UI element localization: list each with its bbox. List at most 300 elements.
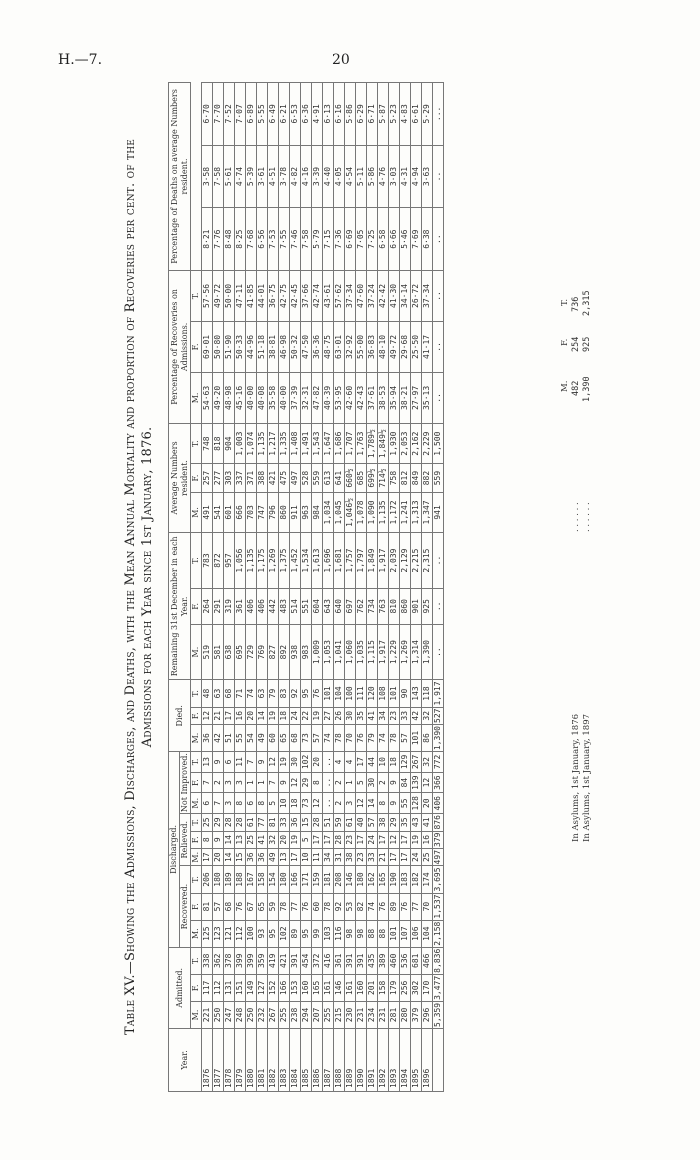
table-cell: 57·56 — [202, 270, 213, 321]
table-cell: 7·68 — [246, 208, 257, 271]
table-cell: 1,849½ — [378, 423, 389, 464]
table-cell: 20 — [279, 831, 290, 848]
table-cell: 7·58 — [213, 145, 224, 208]
table-cell: 8 — [202, 831, 213, 848]
table-cell: 11 — [235, 752, 246, 773]
header-sex-row — [191, 83, 202, 1092]
year-cell: 1883 — [279, 1029, 290, 1092]
table-cell: 3 — [224, 793, 235, 814]
table-cell: 101 — [411, 724, 422, 751]
total-cell: 876 — [433, 815, 442, 830]
table-cell: 638 — [224, 624, 235, 680]
table-cell: 6 — [224, 752, 235, 773]
table-cell: 38 — [345, 848, 356, 865]
summary-label-1897: In Asylums, 1st January, 1897 — [582, 713, 592, 842]
totals-row — [433, 83, 444, 1092]
table-cell: 231 — [378, 1001, 389, 1028]
table-cell: 714½ — [378, 464, 389, 492]
table-cell: 1,849 — [367, 533, 378, 589]
table-cell: 7·52 — [224, 83, 235, 146]
table-cell: 68 — [224, 680, 235, 707]
table-cell: 146 — [334, 974, 345, 1001]
year-cell: 1886 — [312, 1029, 323, 1092]
table-cell: 171 — [301, 866, 312, 893]
table-cell: 190 — [389, 866, 400, 893]
total-cell: 406 — [433, 793, 444, 814]
table-cell: 16 — [422, 831, 433, 848]
table-cell: 3·63 — [422, 145, 433, 208]
table-cell: 7·05 — [356, 208, 367, 271]
table-row — [389, 83, 400, 1092]
table-cell: 84 — [400, 772, 411, 793]
table-row — [334, 83, 345, 1092]
table-cell: 17 — [202, 848, 213, 865]
table-cell: 255 — [323, 1001, 334, 1028]
table-cell: 4 — [334, 752, 345, 773]
table-cell: 1,269 — [400, 624, 411, 680]
summary-label-1876: In Asylums, 1st January, 1876 — [571, 713, 581, 842]
table-row — [235, 83, 246, 1092]
table-cell: 5·46 — [400, 208, 411, 271]
summary-t-header: T. — [560, 298, 570, 306]
year-cell: 1876 — [202, 1029, 213, 1092]
table-cell: 61 — [345, 814, 356, 831]
table-cell: 38·53 — [378, 372, 389, 423]
table-cell: 88 — [367, 920, 378, 947]
table-cell: 41·30 — [389, 270, 400, 321]
table-cell: 48·10 — [378, 321, 389, 372]
table-cell: 118 — [422, 680, 433, 707]
table-cell: 2,162 — [411, 423, 422, 464]
table-cell: 399 — [235, 947, 246, 974]
header-sex-f: F. — [191, 974, 202, 1001]
table-cell: 95 — [301, 920, 312, 947]
table-cell: 378 — [224, 947, 235, 974]
table-cell: 50·00 — [224, 270, 235, 321]
table-row — [312, 83, 323, 1092]
table-cell: 48 — [202, 680, 213, 707]
table-cell: 1,917 — [378, 533, 389, 589]
table-cell: 1,056 — [235, 533, 246, 589]
year-cell: 1895 — [411, 1029, 422, 1092]
table-cell: 125 — [202, 920, 213, 947]
table-cell: 7·58 — [301, 208, 312, 271]
header-sex-t: T. — [191, 423, 202, 464]
table-cell: 92 — [334, 893, 345, 920]
table-cell: 51·90 — [224, 321, 235, 372]
table-cell: 11 — [312, 848, 323, 865]
table-cell: 666 — [235, 492, 246, 533]
table-cell: 391 — [290, 947, 301, 974]
table-cell: 24 — [367, 831, 378, 848]
table-cell: 1,074 — [246, 423, 257, 464]
table-cell: 51·18 — [257, 321, 268, 372]
table-cell: 34 — [378, 707, 389, 724]
table-cell: 29 — [301, 772, 312, 793]
table-cell: 76 — [312, 680, 323, 707]
summary-1876-t: 736 — [571, 296, 581, 312]
table-cell: 51 — [224, 724, 235, 751]
table-cell: 215 — [334, 1001, 345, 1028]
table-cell: 8 — [235, 793, 246, 814]
table-row — [411, 83, 422, 1092]
table-cell: 25 — [202, 814, 213, 831]
year-cell: 1894 — [400, 1029, 411, 1092]
table-cell: 49 — [257, 724, 268, 751]
table-cell: 372 — [312, 947, 323, 974]
table-cell: 43 — [411, 814, 422, 831]
table-cell: 129 — [400, 752, 411, 773]
table-cell: 758 — [389, 464, 400, 492]
table-cell: 180 — [279, 866, 290, 893]
table-cell: 371 — [246, 464, 257, 492]
table-cell: 699½ — [367, 464, 378, 492]
table-cell: 20 — [246, 707, 257, 724]
table-cell: 89 — [389, 893, 400, 920]
table-cell: 37·39 — [290, 372, 301, 423]
header-sex-t: T. — [191, 533, 202, 589]
table-cell: 65 — [279, 724, 290, 751]
year-cell: 1891 — [367, 1029, 378, 1092]
table-cell: 796 — [268, 492, 279, 533]
table-cell: 406 — [246, 588, 257, 624]
table-cell: 6·69 — [345, 208, 356, 271]
header-admitted: Admitted. — [169, 947, 191, 1028]
total-cell: .. — [433, 270, 444, 321]
table-cell: 3·78 — [279, 145, 290, 208]
total-cell: 1,390 — [433, 725, 442, 751]
table-cell: 5·11 — [356, 145, 367, 208]
table-cell: 42 — [411, 707, 422, 724]
table-cell: 179 — [389, 974, 400, 1001]
table-cell: 29 — [389, 814, 400, 831]
table-cell: 1,917 — [378, 624, 389, 680]
table-cell: 34 — [323, 848, 334, 865]
table-cell: 7·07 — [235, 83, 246, 146]
table-cell: 208 — [334, 866, 345, 893]
table-cell: 9 — [213, 752, 224, 773]
table-cell: 7 — [246, 752, 257, 773]
table-cell: 76 — [400, 893, 411, 920]
table-cell: 681 — [411, 947, 422, 974]
table-cell: 1 — [257, 772, 268, 793]
table-cell: 55·00 — [356, 321, 367, 372]
table-cell: 1 — [246, 772, 257, 793]
table-cell: 247 — [224, 1001, 235, 1028]
table-cell: 901 — [411, 588, 422, 624]
table-cell: 54 — [246, 724, 257, 751]
summary-1897-f: 925 — [582, 336, 592, 352]
table-cell: 127 — [257, 974, 268, 1001]
table-cell: 5·39 — [246, 145, 257, 208]
header-sex-m: M. — [191, 793, 202, 814]
table-cell: 49·72 — [213, 270, 224, 321]
header-sex-m: M. — [191, 492, 202, 533]
table-cell: 26·72 — [411, 270, 422, 321]
table-cell: 4·74 — [235, 145, 246, 208]
table-cell: 1,314 — [411, 624, 422, 680]
table-cell: 3·61 — [257, 145, 268, 208]
table-cell: 43·61 — [323, 270, 334, 321]
table-cell: 442 — [268, 588, 279, 624]
total-cell: .. — [433, 624, 444, 680]
year-cell: 1887 — [323, 1029, 334, 1092]
summary-1897-m: 1,390 — [582, 376, 592, 402]
table-cell: 160 — [356, 974, 367, 1001]
header-pct-recoveries: Percentage of Recoveries on Admissions. — [169, 270, 191, 423]
table-cell: 60 — [312, 893, 323, 920]
table-cell: 107 — [400, 920, 411, 947]
table-cell: 4·51 — [268, 145, 279, 208]
table-cell: 7·15 — [323, 208, 334, 271]
table-cell: 250 — [213, 1001, 224, 1028]
table-cell: 5·87 — [378, 83, 389, 146]
table-cell: 88 — [378, 920, 389, 947]
table-cell: 7 — [213, 793, 224, 814]
table-cell: 604 — [312, 588, 323, 624]
year-cell: 1879 — [235, 1029, 246, 1092]
table-cell: 19 — [290, 831, 301, 848]
table-cell: 7·25 — [367, 208, 378, 271]
table-cell: 42·45 — [290, 270, 301, 321]
table-cell: 984 — [312, 492, 323, 533]
table-cell: 30 — [290, 752, 301, 773]
header-recovered: Recovered. — [180, 866, 191, 947]
table-cell: 41·17 — [422, 321, 433, 372]
table-cell: 389 — [378, 947, 389, 974]
table-cell: 181 — [323, 866, 334, 893]
table-cell: 53·95 — [334, 372, 345, 423]
year-cell: 1880 — [246, 1029, 257, 1092]
table-cell: 7·53 — [268, 208, 279, 271]
table-cell: 454 — [301, 947, 312, 974]
table-cell: 57·62 — [334, 270, 345, 321]
table-cell: .. — [323, 772, 334, 793]
table-cell: 6 — [202, 793, 213, 814]
table-caption — [122, 82, 156, 1092]
table-cell: 361 — [235, 588, 246, 624]
table-cell: 1,408 — [290, 423, 301, 464]
table-cell: 7·36 — [334, 208, 345, 271]
table-cell: 483 — [279, 588, 290, 624]
table-cell: 8·25 — [235, 208, 246, 271]
table-cell: 1,115 — [367, 624, 378, 680]
table-cell: 98 — [356, 920, 367, 947]
table-cell: 15 — [235, 848, 246, 865]
table-cell: 40·39 — [323, 372, 334, 423]
table-cell: 32·31 — [301, 372, 312, 423]
table-cell: 303 — [224, 464, 235, 492]
table-cell: 166 — [279, 974, 290, 1001]
table-cell: 78 — [323, 893, 334, 920]
table-cell: 1,172 — [389, 492, 400, 533]
summary-1897-t: 2,315 — [582, 290, 592, 316]
table-cell: 4·16 — [301, 145, 312, 208]
table-cell: 17 — [312, 831, 323, 848]
table-cell: 9 — [257, 752, 268, 773]
table-cell: 7·70 — [213, 83, 224, 146]
header-died: Died. — [169, 680, 191, 752]
table-cell: 33 — [367, 848, 378, 865]
table-cell: 61 — [246, 814, 257, 831]
table-cell: 9 — [389, 772, 400, 793]
table-cell: 1,347 — [422, 492, 433, 533]
table-cell: 6·89 — [246, 83, 257, 146]
header-sex-t: T. — [191, 270, 202, 321]
table-cell: 8·48 — [224, 208, 235, 271]
table-cell: 55 — [400, 793, 411, 814]
table-cell: 1,797 — [356, 533, 367, 589]
table-cell: 37·66 — [301, 270, 312, 321]
table-cell: 221 — [202, 1001, 213, 1028]
table-cell: 362 — [213, 947, 224, 974]
table-cell: 695 — [235, 624, 246, 680]
table-cell: 7·69 — [411, 208, 422, 271]
year-cell: 1885 — [301, 1029, 312, 1092]
table-cell: 47·82 — [312, 372, 323, 423]
table-cell: 361 — [334, 947, 345, 974]
table-row — [323, 83, 334, 1092]
table-cell: 6·66 — [389, 208, 400, 271]
summary-line-1897 — [582, 82, 593, 1092]
table-cell: 24 — [411, 848, 422, 865]
table-cell: 1,046½ — [345, 492, 356, 533]
table-cell: 15 — [301, 814, 312, 831]
table-row — [367, 83, 378, 1092]
table-cell: 379 — [411, 1001, 422, 1028]
table-cell: 81 — [268, 814, 279, 831]
table-cell: 38·21 — [400, 372, 411, 423]
table-cell: 1,390 — [422, 624, 433, 680]
table-cell: 37·34 — [345, 270, 356, 321]
table-cell: 6·53 — [290, 83, 301, 146]
table-cell: 581 — [213, 624, 224, 680]
table-cell: 28 — [224, 814, 235, 831]
table-cell: 8 — [312, 772, 323, 793]
table-cell: 6·71 — [367, 83, 378, 146]
table-cell: 734 — [367, 588, 378, 624]
table-cell: 359 — [257, 947, 268, 974]
table-cell: 7·55 — [279, 208, 290, 271]
table-cell: 166 — [290, 866, 301, 893]
table-cell: 1,930 — [389, 423, 400, 464]
table-cell: 183 — [400, 866, 411, 893]
table-cell: 167 — [246, 866, 257, 893]
table-cell: 232 — [257, 1001, 268, 1028]
header-year: Year. — [169, 1029, 202, 1092]
table-cell: 67 — [246, 893, 257, 920]
table-cell: 613 — [323, 464, 334, 492]
table-cell: 2,129 — [400, 533, 411, 589]
table-cell: 41·85 — [246, 270, 257, 321]
table-cell: 685 — [356, 464, 367, 492]
table-cell: 95 — [268, 920, 279, 947]
table-cell: 4·94 — [411, 145, 422, 208]
table-cell: 29·68 — [400, 321, 411, 372]
table-cell: 34·14 — [400, 270, 411, 321]
table-cell: 92 — [290, 680, 301, 707]
table-cell: 12 — [312, 793, 323, 814]
total-cell: 559 — [433, 464, 444, 492]
table-cell: 25 — [246, 831, 257, 848]
total-cell: .. — [433, 588, 444, 624]
table-cell: 8·21 — [202, 208, 213, 271]
table-cell: 2,053 — [400, 423, 411, 464]
table-cell: 9 — [213, 831, 224, 848]
table-cell: 17 — [356, 831, 367, 848]
table-cell: 2 — [334, 793, 345, 814]
table-cell: 48·75 — [323, 321, 334, 372]
table-cell: 82 — [356, 893, 367, 920]
table-cell: 12 — [422, 772, 433, 793]
table-cell: 36 — [202, 724, 213, 751]
table-cell: 182 — [411, 866, 422, 893]
header-sex-t: T. — [191, 752, 202, 773]
table-cell: 40·00 — [246, 372, 257, 423]
table-cell: 748 — [202, 423, 213, 464]
table-cell: 491 — [202, 492, 213, 533]
table-cell: 4·05 — [334, 145, 345, 208]
table-cell: 17 — [400, 848, 411, 865]
table-cell: 514 — [290, 588, 301, 624]
table-cell: 13 — [202, 752, 213, 773]
header-sex-f: F. — [191, 707, 202, 724]
table-cell: 36 — [257, 848, 268, 865]
table-cell: 17 — [389, 848, 400, 865]
table-cell: 83 — [279, 680, 290, 707]
header-sex-f: F. — [191, 464, 202, 492]
table-cell: 541 — [213, 492, 224, 533]
header-sex-t: T. — [191, 947, 202, 974]
table-cell: 95 — [301, 680, 312, 707]
table-cell: 28 — [235, 814, 246, 831]
table-cell: 42·42 — [378, 270, 389, 321]
table-cell: 849 — [411, 464, 422, 492]
table-cell: 1,707 — [345, 423, 356, 464]
table-cell: 35 — [356, 707, 367, 724]
table-cell: 32 — [268, 831, 279, 848]
table-cell: 551 — [301, 588, 312, 624]
table-cell: 41 — [422, 814, 433, 831]
table-cell: 16 — [235, 707, 246, 724]
table-cell: 1,003 — [235, 423, 246, 464]
table-cell: 818 — [213, 423, 224, 464]
table-cell: 1,696 — [323, 533, 334, 589]
table-cell: 33 — [400, 707, 411, 724]
table-cell: 19 — [312, 707, 323, 724]
table-cell: 559 — [312, 464, 323, 492]
table-cell: 28 — [334, 831, 345, 848]
summary-dots: . . . . . . — [571, 502, 581, 532]
table-cell: 128 — [411, 793, 422, 814]
table-cell: 49 — [268, 848, 279, 865]
table-cell: 2,039 — [389, 533, 400, 589]
table-cell: 123 — [213, 920, 224, 947]
table-cell: 1,041 — [334, 624, 345, 680]
table-cell: 1,375 — [279, 533, 290, 589]
table-cell: 231 — [356, 1001, 367, 1028]
table-cell: 101 — [389, 680, 400, 707]
table-cell: 4·40 — [323, 145, 334, 208]
table-cell: 41 — [257, 831, 268, 848]
table-cell: 54·63 — [202, 372, 213, 423]
header-sex-t: T. — [191, 866, 202, 893]
table-cell: 281 — [389, 1001, 400, 1028]
header-sex-m: M. — [191, 624, 202, 680]
table-cell: 14 — [224, 848, 235, 865]
table-cell: 57 — [213, 893, 224, 920]
table-cell: 6·21 — [279, 83, 290, 146]
